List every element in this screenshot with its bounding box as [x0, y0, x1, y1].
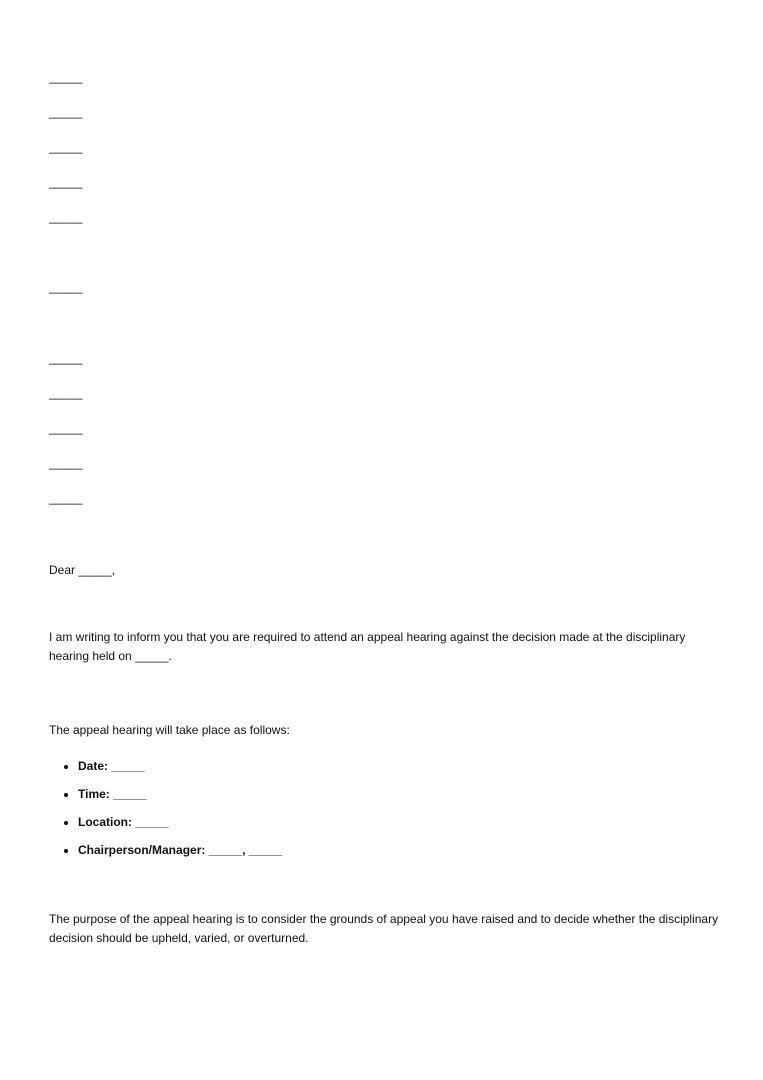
address-blank-7: _____	[49, 351, 83, 365]
salutation: Dear _____,	[49, 563, 116, 577]
address-blank-4: _____	[49, 175, 83, 189]
address-blank-1: _____	[49, 70, 83, 84]
detail-location: Location: _____	[78, 813, 282, 832]
address-blank-11: _____	[49, 491, 83, 505]
purpose-paragraph: The purpose of the appeal hearing is to consider the grounds of appeal you have raised and to decide whether the disciplinary decision should be upheld, varied, or overturned.	[49, 912, 719, 945]
address-blank-10: _____	[49, 456, 83, 470]
hearing-details-list	[49, 757, 282, 869]
address-blank-9: _____	[49, 421, 83, 435]
detail-time: Time: _____	[78, 785, 282, 804]
address-blank-3: _____	[49, 140, 83, 154]
address-blank-6: _____	[49, 280, 83, 294]
intro-paragraph: I am writing to inform you that you are required to attend an appeal hearing against the decision made at the disciplinary hearing held on _____.	[49, 630, 686, 663]
detail-chairperson: Chairperson/Manager: _____, _____	[78, 841, 282, 860]
address-blank-8: _____	[49, 386, 83, 400]
details-intro: The appeal hearing will take place as follows:	[49, 723, 290, 737]
address-blank-2: _____	[49, 105, 83, 119]
detail-date: Date: _____	[78, 757, 282, 776]
address-blank-5: _____	[49, 210, 83, 224]
